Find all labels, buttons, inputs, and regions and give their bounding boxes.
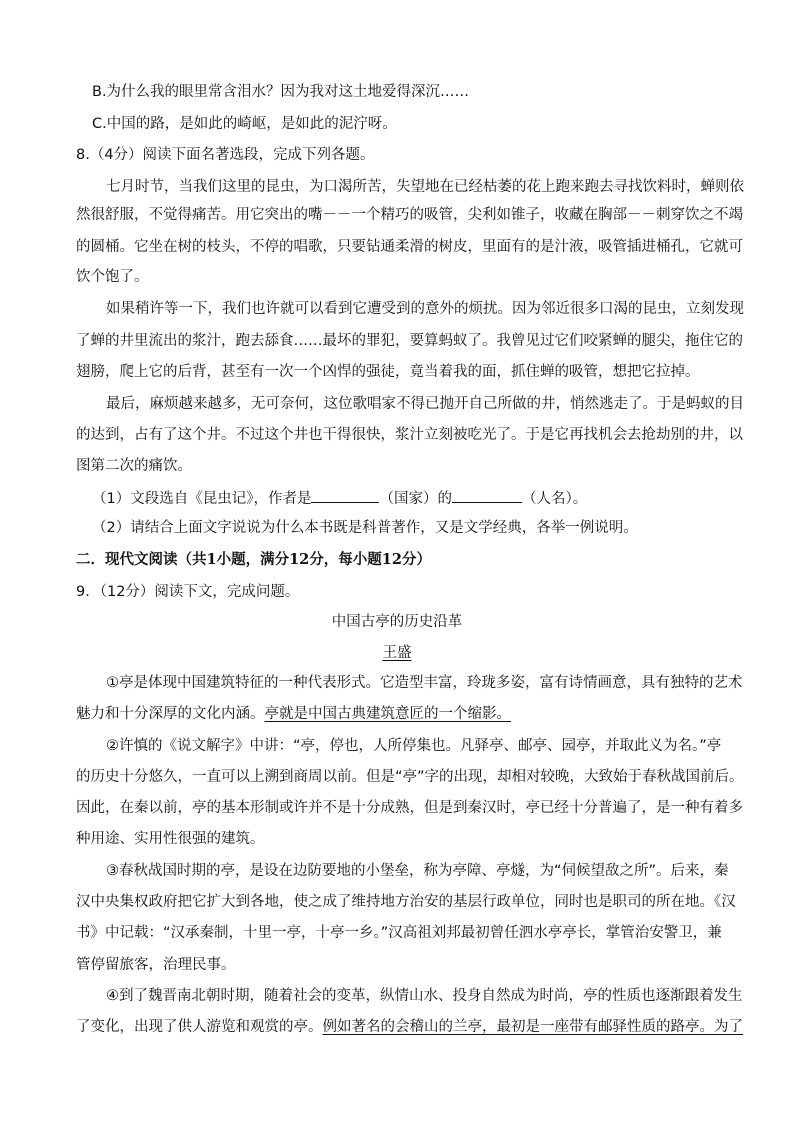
q8-passage-line: 然很舒服，不觉得痛苦。用它突出的嘴－－一个精巧的吸管，尖利如锥子，收藏在胸部－－刺穿饮之不竭 <box>76 207 743 223</box>
q8-passage-line: 的圆桶。它坐在树的枝头，不停的唱歌，只要钻通柔滑的树皮，里面有的是汁液，吸管插进桶孔，它就可 <box>76 239 743 255</box>
q9-paragraph-3-line: ③春秋战国时期的亭，是设在边防要地的小堡垒，称为亭障、亭燧，为“伺候望敌之所”。后来，秦 <box>106 863 729 879</box>
underlined-sentence: 例如著名的会稽山的兰亭，最初是一座带有邮驿性质的路亭。为了 <box>322 1019 743 1035</box>
question-8-stem: 8.（4分）阅读下面名著选段，完成下列各题。 <box>76 147 375 163</box>
q9-paragraph-4-line: ④到了魏晋南北朝时期，随着社会的变革，纵情山水、投身自然成为时尚，亭的性质也逐渐跟着发生 <box>106 988 743 1004</box>
option-b: B.为什么我的眼里常含泪水？因为我对这土地爱得深沉…… <box>92 84 470 100</box>
question-9-stem: 9．（12分）阅读下文，完成问题。 <box>76 584 300 600</box>
q9-paragraph-2-line: 因此，在秦以前，亭的基本形制或许并不是十分成熟，但是到秦汉时，亭已经十分普遍了，是一种有着多 <box>76 800 743 816</box>
q8-passage-line: 最后，麻烦越来越多，无可奈何，这位歌唱家不得已抛开自己所做的井，悄然逃走了。于是蚂蚁的目 <box>106 396 744 412</box>
q9-paragraph-2-line: ②许慎的《说文解字》中讲：“亭，停也，人所停集也。凡驿亭、邮亭、园亭，并取此义为名。”亭 <box>106 738 722 754</box>
q8-sub-question-2: （2）请结合上面文字说说为什么本书既是科普著作，又是文学经典，各举一例说明。 <box>92 520 638 536</box>
q8-sub-question-1 <box>92 488 587 509</box>
q9-paragraph-2-line: 种用途、实用性很强的建筑。 <box>76 831 265 847</box>
country-answer-blank[interactable] <box>311 488 379 503</box>
article-author: 王盛 <box>382 645 412 661</box>
q9-paragraph-1-line: ①亭是体现中国建筑特征的一种代表形式。它造型丰富，玲珑多姿，富有诗情画意，具有独特的艺术 <box>106 675 743 691</box>
section-2-heading: 二．现代文阅读（共1小题，满分12分，每小题12分） <box>76 551 431 568</box>
q9-paragraph-4-line <box>76 1017 743 1037</box>
q9-paragraph-2-line: 的历史十分悠久，一直可以上溯到商周以前。但是“亭”字的出现，却相对较晚，大致始于春秋战国前后。 <box>76 769 744 785</box>
q8-sub1-prefix: （1）文段选自《昆虫记》，作者是 <box>92 491 312 507</box>
q9-paragraph-1-text: 魅力和十分深厚的文化内涵。 <box>76 706 265 722</box>
author-answer-blank[interactable] <box>452 488 522 503</box>
q8-sub1-middle: （国家）的 <box>379 491 452 507</box>
q8-passage-line: 图第二次的痛饮。 <box>76 458 192 474</box>
article-title: 中国古亭的历史沿革 <box>331 614 463 630</box>
q8-passage-line: 的达到，占有了这个井。不过这个井也干得很快，浆汁立刻被吃光了。于是它再找机会去抢劫别的井，以 <box>76 427 743 443</box>
underlined-sentence: 亭就是中国古典建筑意匠的一个缩影。 <box>264 706 511 722</box>
q9-paragraph-3-line: 书》中记载：“汉承秦制，十里一亭，十亭一乡。”汉高祖刘邦最初曾任泗水亭亭长，掌管治安警卫，兼 <box>76 925 722 941</box>
q8-passage-line: 饮个饱了。 <box>76 269 149 285</box>
q9-paragraph-3-line: 管停留旅客，治理民事。 <box>76 957 236 973</box>
q9-paragraph-3-line: 汉中央集权政府把它扩大到各地，使之成了维持地方治安的基层行政单位，同时也是职司的所在地。《汉 <box>76 894 736 910</box>
q9-paragraph-1-line <box>76 704 511 724</box>
q8-passage-line: 翅膀，爬上它的后背，甚至有一次一个凶悍的强徒，竟当着我的面，抓住蝉的吸管，想把它拉掉。 <box>76 364 700 380</box>
q9-paragraph-4-text: 了变化，出现了供人游览和观赏的亭。 <box>76 1019 323 1035</box>
q8-passage-line: 如果稍许等一下，我们也许就可以看到它遭受到的意外的烦扰。因为邻近很多口渴的昆虫，立刻发现 <box>106 301 744 317</box>
q8-sub1-suffix: （人名）。 <box>521 491 588 507</box>
q8-passage-line: 七月时节，当我们这里的昆虫，为口渴所苦，失望地在已经枯萎的花上跑来跑去寻找饮料时，蝉则依 <box>106 179 744 195</box>
q8-passage-line: 了蝉的井里流出的浆汁，跑去舔食……最坏的罪犯，要算蚂蚁了。我曾见过它们咬紧蝉的腿尖，拖住它的 <box>76 333 743 349</box>
option-c: C.中国的路，是如此的崎岖，是如此的泥泞呀。 <box>92 116 397 132</box>
